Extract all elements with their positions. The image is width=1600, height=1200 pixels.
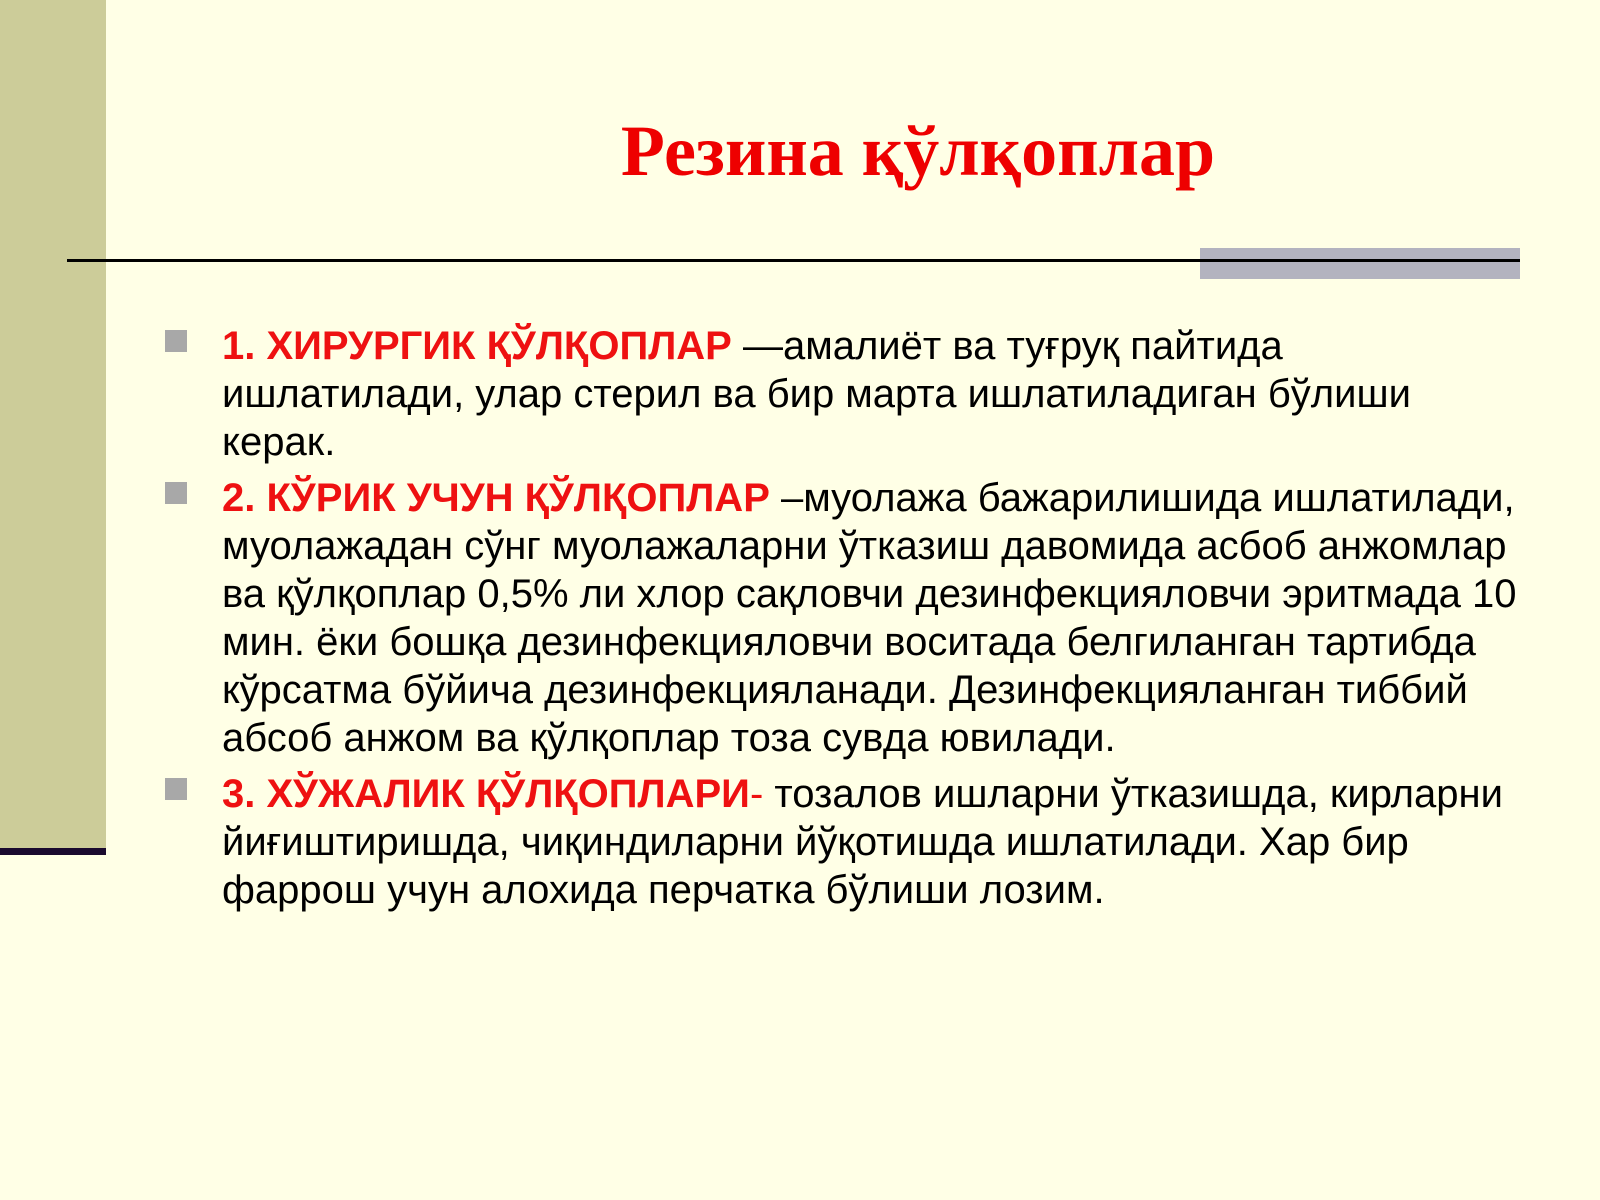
item-text: —амалиёт ва туғруқ пайтида ишлатилади, улар стерил ва бир марта ишлатиладиган бўлиши керак. [222,324,1411,464]
bullet-list [165,322,1530,922]
list-item-household-gloves [165,770,1530,914]
item-separator: - [749,772,764,816]
square-bullet-icon [165,330,187,352]
list-item-surgical-gloves [165,322,1530,466]
item-text: тозалов ишларни ўтказишда, кирларни йиғиштиришда, чиқиндиларни йўқотишда ишлатилади. Хар бир фаррош учун алохида перчатка бўлиши лозим. [222,772,1503,912]
title-accent-bar [1200,248,1520,279]
item-heading: 1. ХИРУРГИК ҚЎЛҚОПЛАР [222,324,732,368]
item-heading: 3. ХЎЖАЛИК ҚЎЛҚОПЛАРИ [222,772,750,816]
left-band-underline [0,848,106,855]
item-text: –муолажа бажарилишида ишлатилади, муолажадан сўнг муолажаларни ўтказиш давомида асбоб анжомлар ва қўлқоплар 0,5% ли хлор сақловчи дезинфекцияловчи эритмада 10 мин. ёки бошқа дезинфекцияловчи воситада белгиланган тартибда кўрсатма бўйича дезинфекцияланади. Дезинфекцияланган тиббий абсоб анжом ва қўлқоплар тоза сувда ювилади. [222,476,1517,760]
left-decorative-band [0,0,106,848]
title-divider-line [67,259,1520,262]
slide-title: Резина қўлқоплар [620,111,1216,191]
square-bullet-icon [165,482,187,504]
square-bullet-icon [165,778,187,800]
list-item-exam-gloves [165,474,1530,762]
item-heading: 2. КЎРИК УЧУН ҚЎЛҚОПЛАР [222,476,770,520]
